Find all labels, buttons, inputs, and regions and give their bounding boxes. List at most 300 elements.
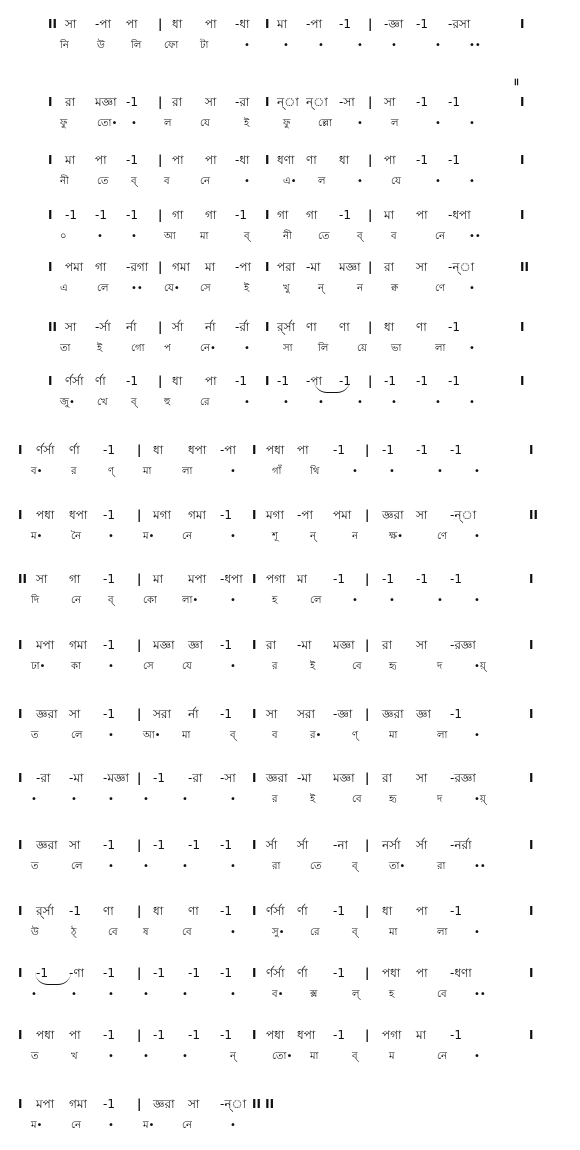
note: গমা [69,1097,88,1111]
bar-line: | [158,320,163,334]
bar-line: | [365,1028,370,1042]
note: -1 [188,838,200,852]
notes-row [0,705,580,725]
lyric-syllable: • [71,989,77,1000]
note: পধা [36,508,55,522]
lyric-syllable: উ [31,927,39,938]
note: -নর্রা [450,838,472,852]
bar-line: I [520,95,525,109]
note: -1 [103,707,115,721]
lyric-syllable: নে [200,176,211,187]
lyric-syllable: বে [437,989,447,1000]
lyric-syllable: • [230,1120,236,1131]
note: -1 [126,374,138,388]
lyrics-row [0,1117,580,1137]
lyric-syllable: • [283,40,289,51]
note: -1 [333,443,345,457]
lyrics-row [0,173,580,193]
lyric-syllable: তে [310,861,322,872]
bar-line: I [529,1028,534,1042]
note: গা [69,572,81,586]
bar-line: | [137,966,142,980]
lyric-syllable: • [357,40,363,51]
lyric-syllable: • [230,861,236,872]
note: সা [205,95,217,109]
notation-line [0,441,580,485]
note: -1 [95,208,107,222]
note: -1 [103,443,115,457]
note: -1 [333,572,345,586]
note: -পা [220,443,236,457]
note: -পা [306,374,322,388]
lyric-syllable: লা• [182,595,199,606]
note: -জ্ঞা [333,707,353,721]
note: র্র্সা [36,904,55,918]
note: সা [416,771,428,785]
lyrics-row [0,791,580,811]
notation-line [0,636,580,680]
lyric-syllable: •• [469,40,481,51]
lyric-syllable: • [318,397,324,408]
lyric-syllable: হু [164,397,171,408]
note: -1 [153,771,165,785]
bar-line: II [520,260,529,274]
note: ন্‌া [306,95,328,109]
bar-line: | [137,1097,142,1111]
bar-line: I [18,638,23,652]
note: -1 [220,904,232,918]
note: মপা [36,638,55,652]
lyric-syllable: তা [60,343,71,354]
lyric-syllable: বে [352,661,362,672]
lyric-syllable: • [230,794,236,805]
lyrics-row [0,924,580,944]
note: -1 [450,443,462,457]
lyric-syllable: • [352,595,358,606]
lyric-syllable: প [164,343,171,354]
note: -1 [382,572,394,586]
note: -1 [277,374,289,388]
bar-line: II [48,320,57,334]
lyric-syllable: • [143,1051,149,1062]
note: পা [126,17,138,31]
lyric-syllable: • [469,118,475,129]
note: পা [416,904,428,918]
note: সা [266,707,278,721]
note: র্না [205,320,216,334]
lyric-syllable: • [143,989,149,1000]
bar-line: | [365,638,370,652]
lyric-syllable: ম• [31,531,43,542]
note: -জ্ঞা [384,17,404,31]
lyric-syllable: এ [60,283,68,294]
lyric-syllable: রে [310,927,320,938]
notes-row [0,769,580,789]
note: পা [95,153,107,167]
bar-line: | [368,153,373,167]
note: গা [205,208,217,222]
note: -1 [448,95,460,109]
note: -1 [450,572,462,586]
lyric-syllable: লে [71,861,83,872]
note: -1 [153,966,165,980]
note: জ্ঞরা [382,508,404,522]
lyric-syllable: • [108,531,114,542]
bar-line: I [48,95,53,109]
notation-line [0,93,580,137]
bar-line: I [18,1028,23,1042]
notes-row [0,15,580,35]
lyric-syllable: ণ্‌ [352,730,359,741]
lyric-syllable: সে [143,661,154,672]
bar-line: I [252,638,257,652]
lyric-syllable: র [272,794,278,805]
lyric-syllable: মা [182,730,191,741]
bar-line: I [529,572,534,586]
note: -1 [333,904,345,918]
note: মা [416,1028,427,1042]
lyrics-row [0,592,580,612]
lyric-syllable: • [437,466,443,477]
notes-row [0,258,580,278]
lyric-syllable: ত [31,861,39,872]
note: সা [188,1097,200,1111]
lyric-syllable: ব্‌ [352,1051,358,1062]
lyric-syllable: কা [71,661,81,672]
lyric-syllable: যে• [164,283,180,294]
note: ধপা [188,443,207,457]
lyric-syllable: ব [391,231,397,242]
note: -1 [220,838,232,852]
bar-line: | [137,838,142,852]
note: ধা [339,153,350,167]
lyric-syllable: ব• [31,466,43,477]
lyric-syllable: আ [164,231,176,242]
lyric-syllable: • [469,343,475,354]
lyric-syllable: সা [283,343,293,354]
note: সা [416,508,428,522]
note: পধা [266,443,285,457]
lyric-syllable: জু• [60,397,75,408]
note: মা [153,572,164,586]
lyric-syllable: • [244,343,250,354]
lyric-syllable: বে [182,927,192,938]
bar-line: I [48,260,53,274]
lyric-syllable: খে [97,397,108,408]
bar-line: I [252,838,257,852]
note: জ্ঞা [188,638,203,652]
lyrics-row [0,340,580,360]
lyric-syllable: ব [272,730,278,741]
note: সরা [297,707,316,721]
lyric-syllable: • [182,794,188,805]
note: র্র্সা [277,320,296,334]
note: ণা [103,904,114,918]
note: র্ণা [95,374,106,388]
lyric-syllable: ব• [272,989,284,1000]
lyric-syllable: • [391,397,397,408]
bar-line: I [18,771,23,785]
bar-line: | [368,208,373,222]
lyric-syllable: গো [131,343,145,354]
lyric-syllable: • [357,176,363,187]
lyric-syllable: ণে [435,283,446,294]
lyric-syllable: হৃ [389,661,397,672]
note: রা [384,260,395,274]
lyrics-row [0,37,580,57]
bar-line: I [48,153,53,167]
note: -মজ্ঞা [103,771,129,785]
lyric-syllable: ন্ [318,283,324,294]
lyric-syllable: • [230,927,236,938]
note: জ্ঞরা [36,838,58,852]
bar-line: | [158,208,163,222]
lyric-syllable: নৈ [71,531,82,542]
bar-line: II [529,508,538,522]
lyrics-row [0,986,580,1006]
lyric-syllable: • [31,989,37,1000]
lyric-syllable: নী [283,231,292,242]
lyric-syllable: • [108,661,114,672]
note: সা [69,838,81,852]
lyric-syllable: লা [435,343,446,354]
note: গমা [188,508,207,522]
lyric-syllable: লা [437,927,448,938]
lyric-syllable: ণ্‌ [108,466,115,477]
bar-line: | [137,508,142,522]
bar-line: I [520,153,525,167]
note: -পা [297,508,313,522]
note: -1 [103,838,115,852]
lyric-syllable: আ• [143,730,161,741]
lyric-syllable: ই [310,661,316,672]
lyric-syllable: • [108,1051,114,1062]
lyric-syllable: লে [71,730,83,741]
lyrics-row [0,115,580,135]
lyric-syllable: ল্‌ [352,989,360,1000]
note: -1 [36,966,48,980]
lyric-syllable: • [182,1051,188,1062]
lyrics-row [0,727,580,747]
bar-line: I [252,966,257,980]
notation-line [0,836,580,880]
note: গা [95,260,107,274]
lyric-syllable: • [474,595,480,606]
bar-line: | [365,771,370,785]
bar-line: | [365,443,370,457]
note: র্ণর্সা [266,904,285,918]
note: -1 [103,508,115,522]
bar-line: | [158,153,163,167]
note: ধপা [297,1028,316,1042]
note: পা [205,17,217,31]
bar-line: I [265,208,270,222]
note: -1 [416,374,428,388]
lyric-syllable: কো [143,595,157,606]
notes-row [0,636,580,656]
note: -মা [297,771,312,785]
notes-row [0,1095,580,1115]
note: -মা [69,771,84,785]
note: -1 [382,443,394,457]
lyric-syllable: • [318,40,324,51]
note: ধণা [277,153,295,167]
note: র্ণা [297,904,308,918]
lyric-syllable: • [230,531,236,542]
bar-line: II II [252,1097,275,1111]
lyric-syllable: • [230,661,236,672]
lyric-syllable: হৃ [389,794,397,805]
lyrics-row [0,280,580,300]
lyric-syllable: • [474,1051,480,1062]
note: -1 [448,153,460,167]
lyric-syllable: • [143,861,149,872]
lyric-syllable: ল [164,118,172,129]
notation-line [0,506,580,550]
lyric-syllable: • [108,1120,114,1131]
note: পা [205,374,217,388]
bar-line: I [529,966,534,980]
note: -মা [306,260,321,274]
note: গা [306,208,318,222]
notes-row [0,318,580,338]
lyric-syllable: • [97,231,103,242]
lyric-syllable: লা [437,730,448,741]
lyric-syllable: ন্ [310,531,316,542]
lyric-syllable: • [31,794,37,805]
notation-line [0,206,580,250]
bar-line: I [252,572,257,586]
note: -1 [450,904,462,918]
note: সরা [153,707,172,721]
lyric-syllable: • [244,397,250,408]
note: মজ্ঞা [333,771,355,785]
lyric-syllable: ০ [60,231,67,242]
bar-line: | [365,572,370,586]
bar-line: I [18,707,23,721]
bar-line: I [529,443,534,457]
note: গা [172,208,184,222]
lyric-syllable: মা [389,927,398,938]
note: মজ্ঞা [153,638,175,652]
lyric-syllable: ণে [437,531,448,542]
note: -ণা [69,966,85,980]
bar-line: I [265,17,270,31]
lyric-syllable: • [230,989,236,1000]
lyric-syllable: ত [31,730,39,741]
lyric-syllable: নে [435,231,446,242]
bar-line: I [265,95,270,109]
note: সা [384,95,396,109]
bar-line: I [18,904,23,918]
notes-row [0,902,580,922]
note: -1 [448,374,460,388]
notation-line [0,964,580,1008]
notation-line [0,318,580,362]
note: -1 [126,153,138,167]
lyrics-row [0,463,580,483]
note: ধপা [69,508,88,522]
note: পা [384,153,396,167]
note: -1 [220,1028,232,1042]
note: র্ণর্সা [65,374,84,388]
bar-line: II [18,572,27,586]
lyric-syllable: ত [31,1051,39,1062]
lyric-syllable: সু• [272,927,285,938]
note: সা [416,638,428,652]
note: -1 [153,838,165,852]
bar-line: | [368,374,373,388]
lyric-syllable: তা• [389,861,406,872]
note: -রজ্ঞা [450,771,476,785]
lyric-syllable: ম• [143,531,155,542]
lyric-syllable: ই [244,118,250,129]
lyric-syllable: • [230,595,236,606]
note: -1 [339,208,351,222]
stray-mark: ॥ [513,77,519,88]
bar-line: | [365,508,370,522]
bar-line: I [252,771,257,785]
lyric-syllable: • [435,40,441,51]
notes-row [0,964,580,984]
lyric-syllable: তে [97,176,109,187]
lyric-syllable: • [357,118,363,129]
lyric-syllable: লা [182,466,193,477]
notes-row [0,151,580,171]
lyric-syllable: ম• [143,1120,155,1131]
notes-row [0,1026,580,1046]
notes-row [0,93,580,113]
lyric-syllable: ল [391,118,399,129]
note: -রজ্ঞা [450,638,476,652]
lyric-syllable: • [230,466,236,477]
note: ধা [384,320,395,334]
notation-line [0,1026,580,1070]
bar-line: | [368,95,373,109]
lyric-syllable: • [182,989,188,1000]
note: -1 [450,707,462,721]
note: -রসা [448,17,471,31]
lyric-syllable: •• [469,231,481,242]
lyric-syllable: তো• [272,1051,293,1062]
lyric-syllable: ব্‌ [352,927,358,938]
lyric-syllable: • [474,927,480,938]
notes-row [0,506,580,526]
lyric-syllable: নে [182,531,193,542]
bar-line: I [265,153,270,167]
note: পধা [36,1028,55,1042]
lyric-syllable: সে [200,283,211,294]
note: -ধপা [448,208,471,222]
note: -1 [188,966,200,980]
note: ণা [306,320,317,334]
lyric-syllable: • [474,466,480,477]
note: -1 [450,1028,462,1042]
lyric-syllable: বে [352,794,362,805]
bar-line: I [18,508,23,522]
lyrics-row [0,1048,580,1068]
lyric-syllable: যে [391,176,401,187]
note: ধা [153,443,164,457]
lyric-syllable: ফো [164,40,179,51]
note: পা [416,966,428,980]
lyric-syllable: তো• [97,118,118,129]
lyric-syllable: ই [97,343,103,354]
bar-line: | [365,904,370,918]
lyric-syllable: ফু [283,118,291,129]
note: পা [416,208,428,222]
notation-line [0,15,580,59]
